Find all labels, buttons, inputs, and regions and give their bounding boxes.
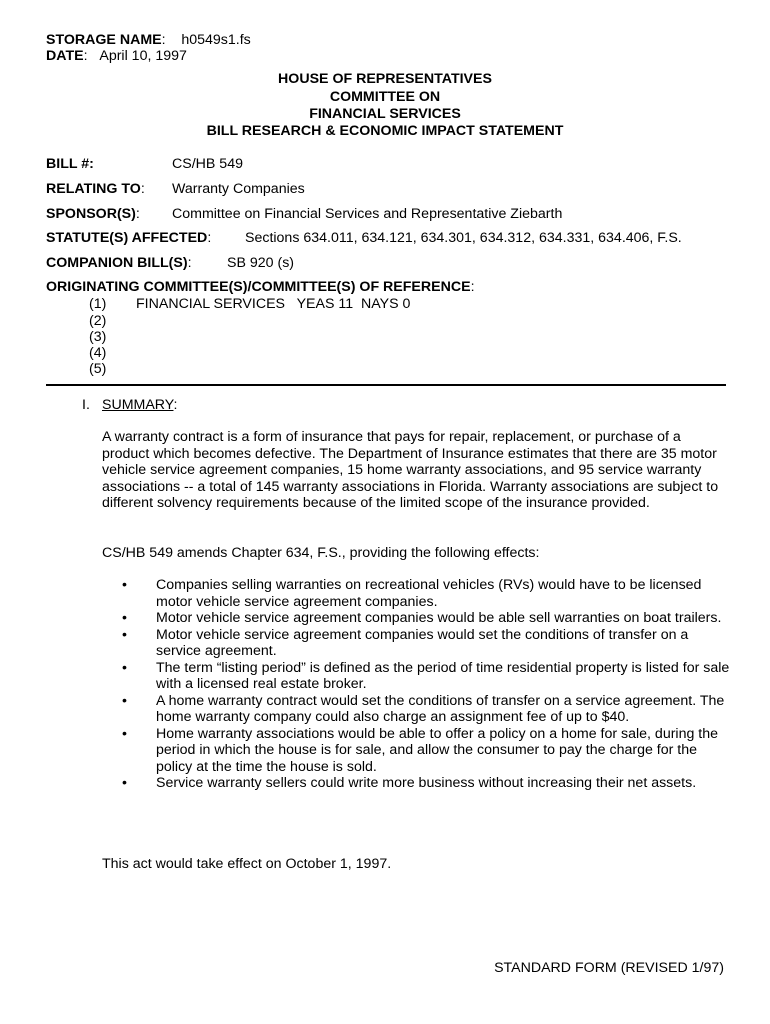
sponsor-row: SPONSOR(S): (46, 206, 140, 222)
committees-row: ORIGINATING COMMITTEE(S)/COMMITTEE(S) OF REFERENCE: (46, 279, 475, 295)
bullet-icon: • (122, 659, 127, 676)
summary-numeral: I. (82, 397, 90, 413)
list-item (112, 693, 732, 726)
bullet-icon: • (122, 725, 127, 742)
bullet-icon: • (122, 775, 127, 791)
summary-heading: SUMMARY (102, 397, 174, 413)
date-value: April 10, 1997 (99, 48, 187, 64)
committee-num-3: (3) (89, 329, 107, 345)
list-item-text: Companies selling warranties on recreational vehicles (RVs) would have to be licensed motor vehicle service agreement companies. (156, 577, 702, 610)
list-item (112, 627, 732, 660)
bullet-icon: • (122, 626, 127, 643)
list-item (112, 577, 732, 610)
summary-heading-row: SUMMARY: (102, 397, 178, 413)
storage-name-line: STORAGE NAME: h0549s1.fs (46, 32, 251, 48)
bullet-icon: • (122, 577, 127, 593)
statutes-label: STATUTE(S) AFFECTED (46, 230, 208, 246)
committee-num-2: (2) (89, 313, 107, 329)
list-item (112, 726, 732, 776)
relating-to-label: RELATING TO (46, 181, 141, 197)
summary-paragraph-1: A warranty contract is a form of insurance that pays for repair, replacement, or purchase of a product which becomes defective. The Department of Insurance estimates that there are 35 motor vehicle service agreement companies, 15 home warranty associations, and 95 service warranty associations -- a total of 145 warranty associations in Florida. Warranty associations are subject to different solvency requirements because of the limited scope of the insurance provided. (102, 429, 719, 511)
summary-paragraph-2: CS/HB 549 amends Chapter 634, F.S., providing the following effects: (102, 545, 540, 561)
horizontal-rule (46, 384, 726, 386)
storage-name-label: STORAGE NAME (46, 32, 162, 48)
committee-num-4: (4) (89, 345, 107, 361)
date-line: DATE: April 10, 1997 (46, 48, 187, 64)
sponsor-value: Committee on Financial Services and Representative Ziebarth (172, 206, 563, 222)
effects-list (112, 577, 732, 792)
title-house: HOUSE OF REPRESENTATIVES (278, 71, 492, 87)
date-label: DATE (46, 48, 84, 64)
bullet-icon: • (122, 692, 127, 709)
list-item-text: The term “listing period” is defined as the period of time residential property is listed for sale with a licensed real estate broker. (156, 659, 730, 692)
committee-num-1: (1) (89, 296, 107, 312)
list-item-text: Home warranty associations would be able to offer a policy on a home for sale, during the period in which the house is for sale, and allow the consumer to pay the charge for the policy at the time the house is sold. (156, 725, 719, 775)
companion-value: SB 920 (s) (227, 255, 295, 271)
list-item-text: Motor vehicle service agreement companies would be able sell warranties on boat trailers. (156, 610, 722, 626)
committee-text-1: FINANCIAL SERVICES YEAS 11 NAYS 0 (136, 296, 411, 312)
companion-label: COMPANION BILL(S) (46, 255, 188, 271)
bill-value: CS/HB 549 (172, 156, 243, 172)
list-item (112, 775, 732, 792)
committee-num-5: (5) (89, 361, 107, 377)
footer-form-label: STANDARD FORM (REVISED 1/97) (494, 960, 724, 976)
bill-label-row: BILL #: (46, 156, 94, 172)
relating-to-value: Warranty Companies (172, 181, 305, 197)
storage-name-value: h0549s1.fs (181, 32, 251, 48)
statutes-value: Sections 634.011, 634.121, 634.301, 634.312, 634.331, 634.406, F.S. (245, 230, 682, 246)
title-bill-research: BILL RESEARCH & ECONOMIC IMPACT STATEMENT (206, 123, 564, 139)
list-item-text: Service warranty sellers could write more business without increasing their net assets. (156, 775, 697, 791)
summary-paragraph-3: This act would take effect on October 1, 1997. (102, 856, 392, 872)
sponsor-label: SPONSOR(S) (46, 206, 136, 222)
bullet-icon: • (122, 610, 127, 626)
list-item (112, 660, 732, 693)
statutes-row: STATUTE(S) AFFECTED: (46, 230, 212, 246)
relating-to-row: RELATING TO: (46, 181, 145, 197)
committees-label: ORIGINATING COMMITTEE(S)/COMMITTEE(S) OF REFERENCE (46, 279, 471, 295)
companion-row: COMPANION BILL(S): (46, 255, 192, 271)
title-committee-on: COMMITTEE ON (329, 89, 441, 105)
list-item-text: Motor vehicle service agreement companies would set the conditions of transfer on a service agreement. (156, 626, 689, 659)
title-financial-services: FINANCIAL SERVICES (309, 106, 461, 122)
list-item-text: A home warranty contract would set the conditions of transfer on a service agreement. The home warranty company could also charge an assignment fee of up to $40. (156, 692, 725, 725)
bill-label: BILL # (46, 156, 90, 172)
list-item (112, 610, 732, 627)
